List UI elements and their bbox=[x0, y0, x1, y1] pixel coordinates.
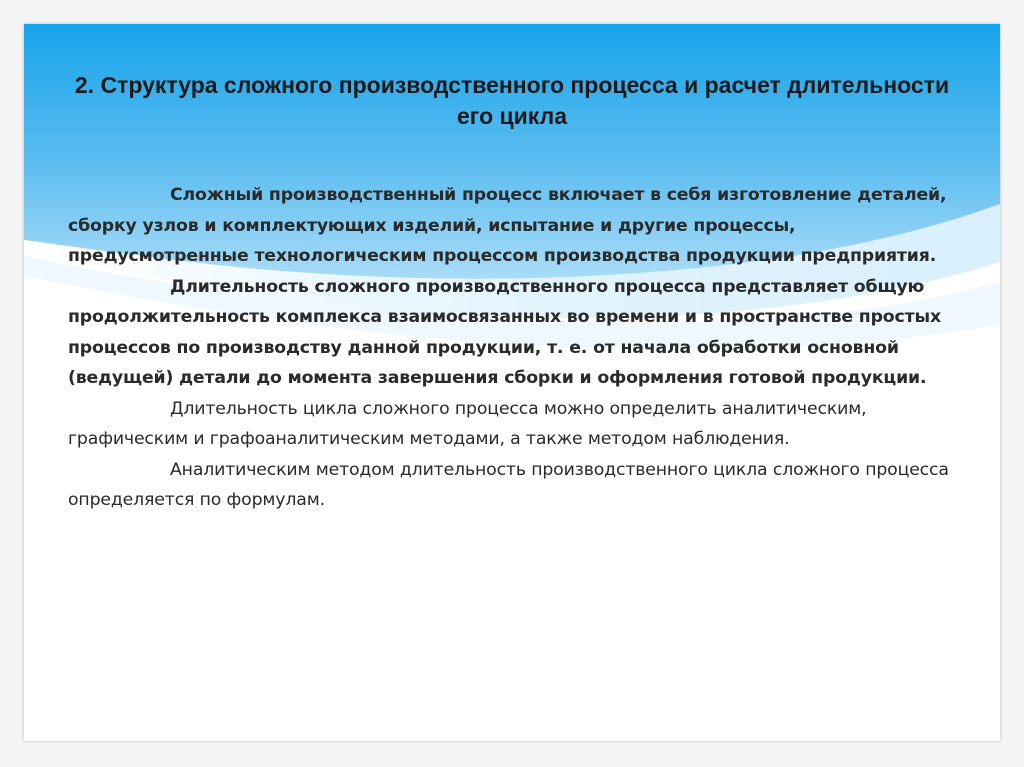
slide-body bbox=[68, 180, 968, 516]
paragraph-1: Сложный производственный процесс включает в себя изготовление деталей, сборку узлов и комплектующих изделий, испытание и другие процессы, предусмотренные технологическим процессом производства продукции предприятия. bbox=[68, 185, 947, 266]
slide bbox=[24, 24, 1000, 741]
paragraph-4: Аналитическим методом длительность производственного цикла сложного процесса определяется по формулам. bbox=[68, 459, 949, 510]
slide-title: 2. Структура сложного производственного процесса и расчет длительности его цикла bbox=[74, 72, 950, 129]
paragraph-2: Длительность сложного производственного процесса представляет общую продолжительность комплекса взаимосвязанных во времени и в пространстве простых процессов по производству данной продукции, т. е. от начала обработки основной (ведущей) детали до момента завершения сборки и оформления готовой продукции. bbox=[68, 276, 941, 388]
paragraph-3: Длительность цикла сложного процесса можно определить аналитическим, графическим и графоаналитическим методами, а также методом наблюдения. bbox=[68, 398, 867, 449]
